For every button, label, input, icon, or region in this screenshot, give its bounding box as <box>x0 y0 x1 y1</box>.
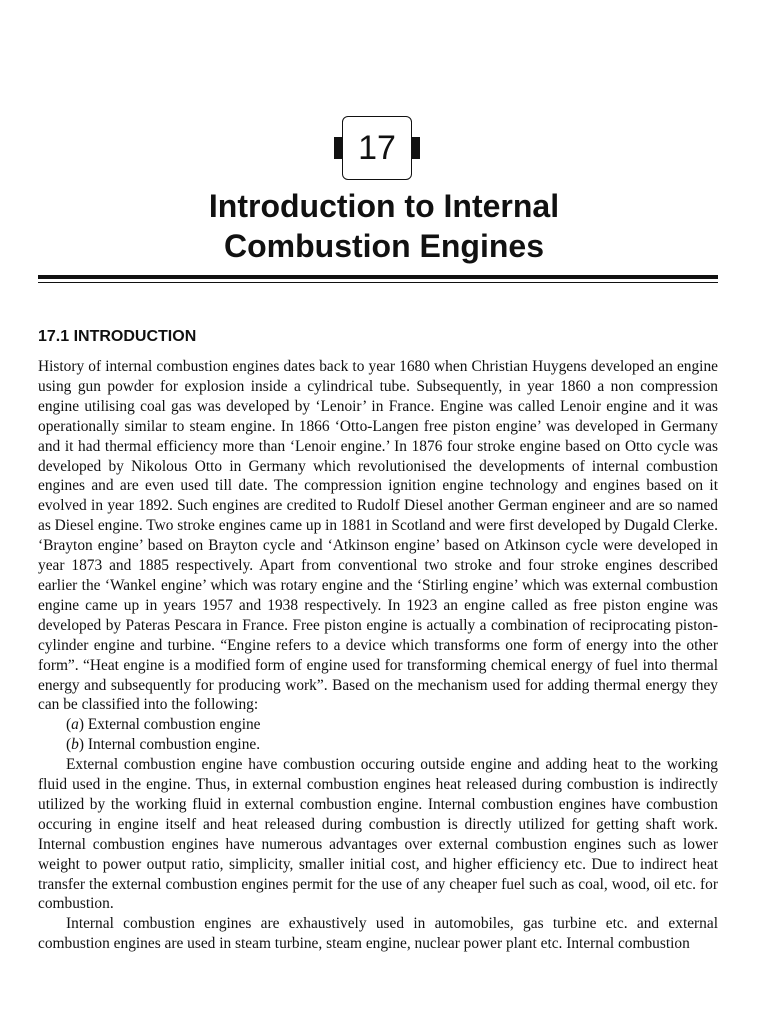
chapter-number-badge <box>0 116 768 182</box>
section-heading: 17.1 INTRODUCTION <box>38 328 197 345</box>
chapter-number: 17 <box>342 116 412 180</box>
badge-bar-right <box>412 137 420 159</box>
list-marker: a <box>71 716 79 734</box>
title-divider-thick <box>38 275 718 279</box>
title-divider-thin <box>38 282 718 283</box>
chapter-title-line-2: Combustion Engines <box>224 228 544 264</box>
list-item-text: External combustion engine <box>87 716 261 734</box>
list-item: (a) External combustion engine <box>66 716 261 734</box>
chapter-title <box>0 186 768 266</box>
list-marker: b <box>71 736 79 754</box>
list-item-text: Internal combustion engine. <box>87 736 261 754</box>
chapter-title-line-1: Introduction to Internal <box>208 188 560 224</box>
list-item: (b) Internal combustion engine. <box>66 736 261 754</box>
badge-bar-left <box>334 137 342 159</box>
body-text <box>38 357 718 954</box>
paragraph-external-vs-internal: External combustion engine have combustion occuring outside engine and adding heat to the working fluid used in the engine. Thus, in external combustion engines heat released during combustion is indirectly utilized by the working fluid in external combustion engine. Internal combustion engines have combustion occuring in engine itself and heat released during combustion is directly utilized for getting shaft work. Internal combustion engines have numerous advantages over external combustion engines such as lower weight to power output ratio, simplicity, smaller initial cost, and higher efficiency etc. Due to indirect heat transfer the external combustion engines permit for the use of any cheaper fuel such as coal, wood, oil etc. for combustion. <box>38 756 718 913</box>
paragraph-applications: Internal combustion engines are exhaustively used in automobiles, gas turbine etc. and external combustion engines are used in steam turbine, steam engine, nuclear power plant etc. Internal combustion <box>38 915 718 953</box>
paragraph-history: History of internal combustion engines dates back to year 1680 when Christian Huygens developed an engine using gun powder for explosion inside a cylindrical tube. Subsequently, in year 1860 a non compression engine utilising coal gas was developed by ‘Lenoir’ in France. Engine was called Lenoir engine and it was operationally similar to steam engine. In 1866 ‘Otto-Langen free piston engine’ was developed in Germany and it had thermal efficiency more than ‘Lenoir engine.’ In 1876 four stroke engine based on Otto cycle was developed by Nikolous Otto in Germany which revolutionised the developments of internal combustion engines and are even used till date. The compression ignition engine technology and engines based on it evolved in year 1892. Such engines are credited to Rudolf Diesel another German engineer and are so named as Diesel engine. Two stroke engines came up in 1881 in Scotland and were first developed by Dugald Clerke. ‘Brayton engine’ based on Brayton cycle and ‘Atkinson engine’ based on Atkinson cycle were developed in year 1873 and 1885 respectively. Apart from conventional two stroke and four stroke engines described earlier the ‘Wankel engine’ which was rotary engine and the ‘Stirling engine’ which was external combustion engine came up in years 1957 and 1938 respectively. In 1923 an engine called as free piston engine was developed by Pateras Pescara in France. Free piston engine is actually a combination of reciprocating piston-cylinder engine and turbine. “Engine refers to a device which transforms one form of energy into the other form”. “Heat engine is a modified form of engine used for transforming chemical energy of fuel into thermal energy and subsequently for producing work”. Based on the mechanism used for adding thermal energy they can be classified into the following: <box>38 358 718 714</box>
